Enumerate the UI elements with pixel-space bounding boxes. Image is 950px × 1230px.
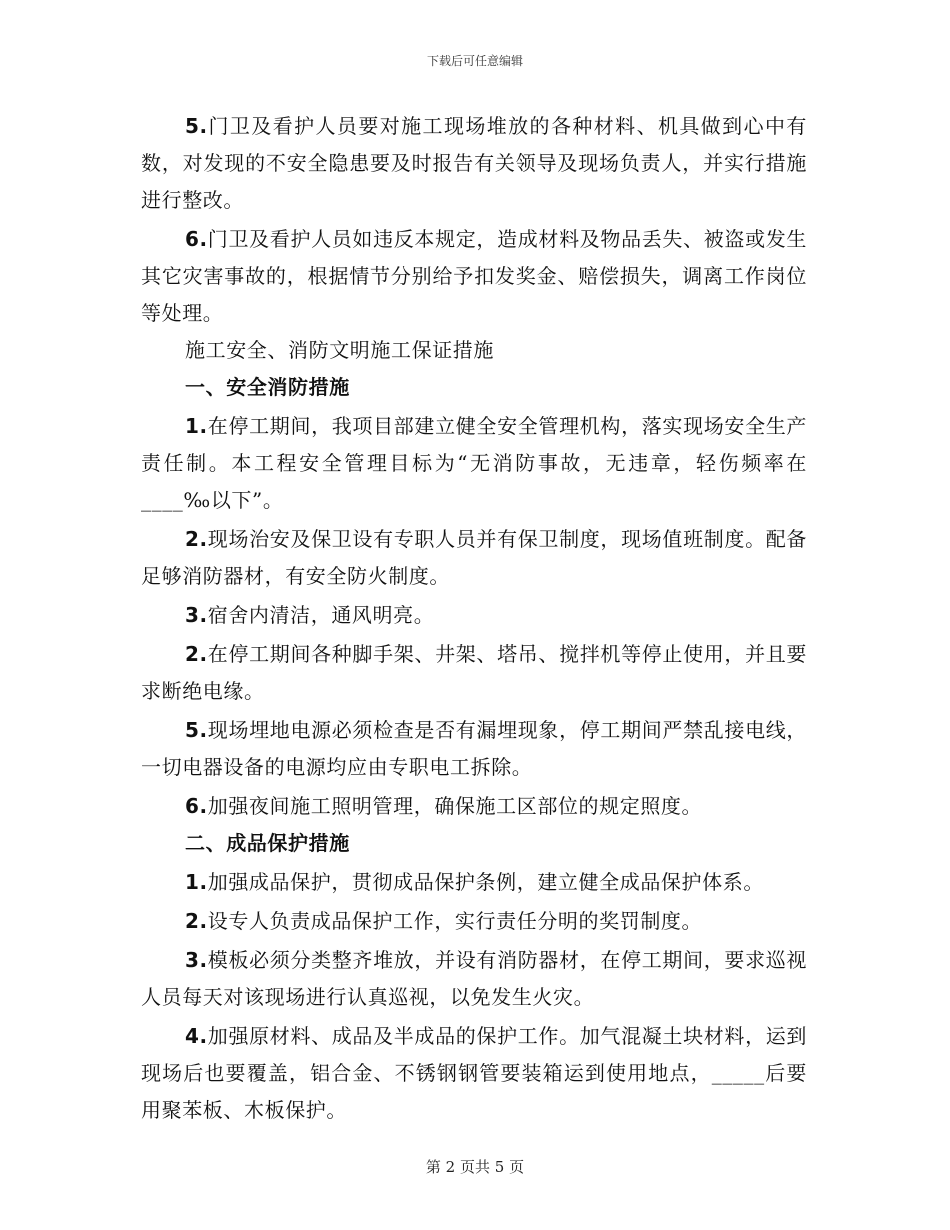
paragraph-text: 加强夜间施工照明管理，确保施工区部位的规定照度。 [207,794,703,818]
paragraph-safety-5 [141,712,807,786]
heading-product-protection: 二、成品保护措施 [185,831,350,855]
paragraph-number: 1. [185,414,208,438]
paragraph-number: 2. [185,527,208,551]
paragraph-number: 4. [185,1024,208,1048]
paragraph-protect-3 [141,942,807,1016]
paragraph-text: 模板必须分类整齐堆放，并设有消防器材，在停工期间，要求巡视人员每天对该现场进行认真巡视，以免发生火灾。 [141,948,807,1009]
paragraph-text: 现场埋地电源必须检查是否有漏埋现象，停工期间严禁乱接电线，一切电器设备的电源均应由专职电工拆除。 [141,718,807,779]
paragraph-safety-2 [141,521,807,595]
paragraph-item-5 [141,108,807,219]
paragraph-text: 在停工期间各种脚手架、井架、塔吊、搅拌机等停止使用，并且要求断绝电缘。 [141,642,807,703]
paragraph-number: 6. [185,227,208,251]
paragraph-text: 门卫及看护人员要对施工现场堆放的各种材料、机具做到心中有数，对发现的不安全隐患要及时报告有关领导及现场负责人，并实行措施进行整改。 [141,114,807,212]
paragraph-number: 1. [185,870,208,894]
paragraph-text: 加强原材料、成品及半成品的保护工作。加气混凝土块材料，运到现场后也要覆盖，铝合金、不锈钢钢管要装箱运到使用地点，_____后要用聚苯板、木板保护。 [141,1024,807,1122]
paragraph-safety-1 [141,408,807,519]
heading-safety-fire: 一、安全消防措施 [185,375,350,399]
section-title: 施工安全、消防文明施工保证措施 [185,338,494,362]
paragraph-number: 5. [185,114,208,138]
page-header: 下载后可任意编辑 [426,54,523,68]
paragraph-protect-2 [141,903,807,940]
paragraph-text: 加强成品保护，贯彻成品保护条例，建立健全成品保护体系。 [207,870,764,894]
paragraph-number: 3. [185,603,208,627]
paragraph-number: 2. [185,909,208,933]
page-footer: 第 2 页共 5 页 [425,1158,525,1176]
paragraph-safety-6 [141,788,807,825]
paragraph-text: 设专人负责成品保护工作，实行责任分明的奖罚制度。 [207,909,703,933]
paragraph-safety-3 [141,597,807,634]
paragraph-number: 5. [185,718,208,742]
paragraph-text: 门卫及看护人员如违反本规定，造成材料及物品丢失、被盗或发生其它灾害事故的，根据情节分别给予扣发奖金、赔偿损失，调离工作岗位等处理。 [141,227,807,325]
paragraph-text: 宿舍内清洁，通风明亮。 [207,603,435,627]
paragraph-protect-1 [141,864,807,901]
paragraph-protect-4 [141,1018,807,1129]
paragraph-number: 3. [185,948,208,972]
paragraph-text: 在停工期间，我项目部建立健全安全管理机构，落实现场安全生产责任制。本工程安全管理目标为“无消防事故，无违章，轻伤频率在____‰以下”。 [141,414,807,512]
paragraph-number: 2. [185,642,208,666]
paragraph-text: 现场治安及保卫设有专职人员并有保卫制度，现场值班制度。配备足够消防器材，有安全防火制度。 [141,527,807,588]
paragraph-item-6 [141,221,807,332]
paragraph-number: 6. [185,794,208,818]
document-body [141,108,807,1129]
paragraph-safety-4 [141,636,807,710]
